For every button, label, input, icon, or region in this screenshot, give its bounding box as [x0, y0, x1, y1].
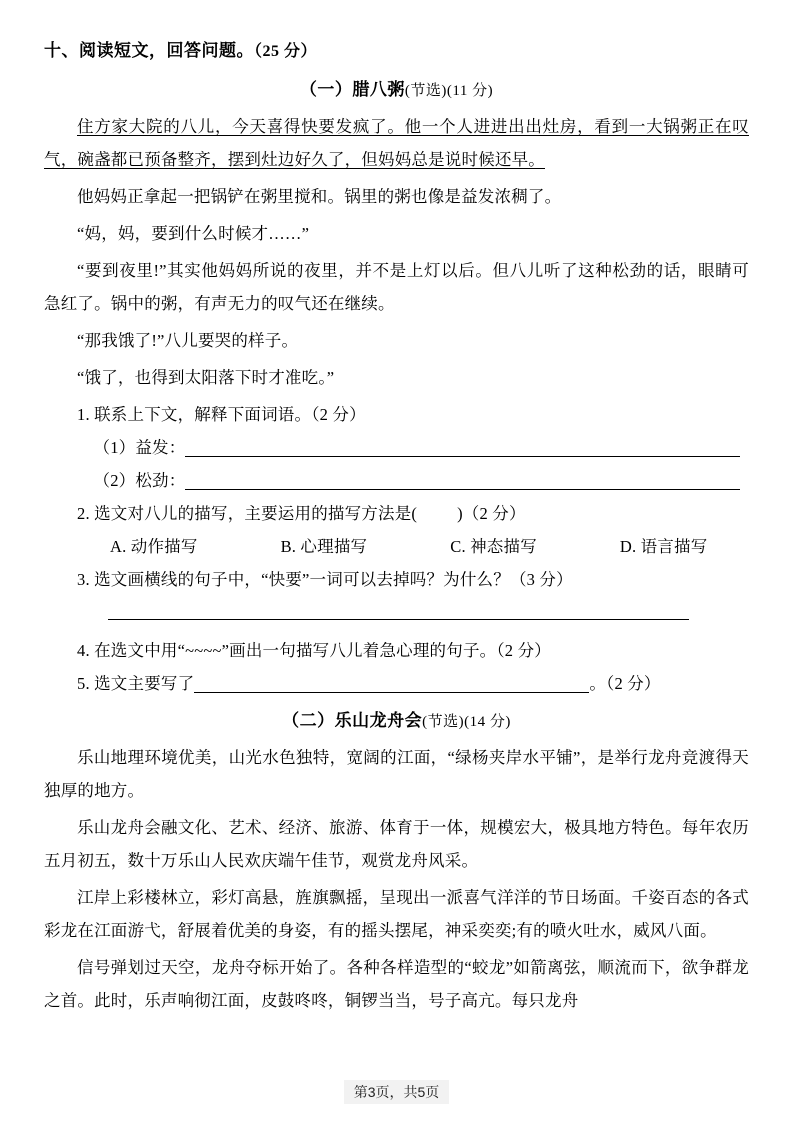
passage-two-title: （二）乐山龙舟会 [282, 711, 423, 730]
question-5 [44, 667, 749, 700]
answer-blank-line[interactable] [108, 618, 689, 620]
passage-two-paragraph: 信号弹划过天空，龙舟夺标开始了。各种各样造型的“蛟龙”如箭离弦，顺流而下，欲争群龙之首。此时，乐声响彻江面，皮鼓咚咚，铜锣当当，号子高亢。每只龙舟 [44, 958, 749, 1010]
passage-two-paragraph: 江岸上彩楼林立，彩灯高悬，旌旗飘摇，呈现出一派喜气洋洋的节日场面。千姿百态的各式彩龙在江面游弋，舒展着优美的身姿，有的摇头摆尾，神采奕奕;有的喷火吐水，威风八面。 [44, 888, 749, 940]
answer-blank[interactable] [194, 672, 589, 693]
question-1-sub-2-label: （2）松劲： [93, 471, 186, 490]
passage-one-paragraph: “那我饿了!”八儿要哭的样子。 [77, 331, 299, 350]
question-1-sub-1-label: （1）益发： [93, 438, 186, 457]
passage-one-paragraph: “要到夜里!”其实他妈妈所说的夜里，并不是上灯以后。但八儿听了这种松劲的话，眼睛可急红了。锅中的粥，有声无力的叹气还在继续。 [44, 261, 749, 313]
section-title-text: 十、阅读短文，回答问题。 [44, 41, 254, 60]
question-4: 4. 在选文中用“~~~~”画出一句描写八儿着急心理的句子。（2 分） [77, 641, 551, 660]
page-number: 第3页，共5页 [344, 1080, 450, 1104]
question-2-text-tail: )（2 分） [457, 504, 526, 523]
answer-blank[interactable] [185, 436, 740, 457]
question-5-text: 5. 选文主要写了 [77, 674, 195, 693]
passage-one-paragraph: “饿了，也得到太阳落下时才准吃。” [77, 368, 335, 387]
option-b[interactable]: B. 心理描写 [280, 537, 368, 556]
passage-two-paragraph: 乐山龙舟会融文化、艺术、经济、旅游、体育于一体，规模宏大，极具地方特色。每年农历五月初五，数十万乐山人民欢庆端午佳节，观赏龙舟风采。 [44, 818, 749, 870]
question-5-text-tail: 。（2 分） [589, 674, 661, 693]
section-title [44, 36, 749, 61]
passage-one-title: （一）腊八粥 [299, 80, 405, 99]
passage-one-paragraph: 他妈妈正拿起一把锅铲在粥里搅和。锅里的粥也像是益发浓稠了。 [77, 187, 562, 206]
passage-one-paragraph-1: 住方家大院的八儿，今天喜得快要发疯了。他一个人进进出出灶房，看到一大锅粥正在叹气，碗盏都已预备整齐，摆到灶边好久了，但妈妈总是说时候还早。 [44, 117, 749, 169]
question-3: 3. 选文画横线的句子中，“快要”一词可以去掉吗？为什么？（3 分） [77, 570, 573, 589]
passage-two-heading [44, 706, 749, 731]
passage-one-paragraph [44, 110, 749, 176]
section-score: （25 分） [254, 43, 318, 60]
option-a[interactable]: A. 动作描写 [110, 537, 198, 556]
question-1: 1. 联系上下文，解释下面词语。（2 分） [77, 405, 366, 424]
passage-two-paragraph: 乐山地理环境优美，山光水色独特，宽阔的江面，“绿杨夹岸水平铺”，是举行龙舟竞渡得天独厚的地方。 [44, 748, 749, 800]
option-c[interactable]: C. 神态描写 [450, 537, 537, 556]
question-1-sub-2 [44, 464, 749, 497]
passage-one-paragraph: “妈，妈，要到什么时候才……” [77, 224, 310, 243]
question-2 [44, 497, 749, 530]
passage-one-heading [44, 75, 749, 100]
question-2-text: 2. 选文对八儿的描写，主要运用的描写方法是( [77, 504, 418, 523]
passage-two-subtitle: (节选)(14 分) [422, 714, 511, 730]
question-1-sub-1 [44, 431, 749, 464]
passage-one-subtitle: (节选)(11 分) [404, 83, 494, 99]
question-2-options [44, 530, 749, 563]
page-footer [0, 1080, 793, 1104]
answer-blank[interactable] [185, 469, 740, 490]
option-d[interactable]: D. 语言描写 [619, 537, 708, 556]
